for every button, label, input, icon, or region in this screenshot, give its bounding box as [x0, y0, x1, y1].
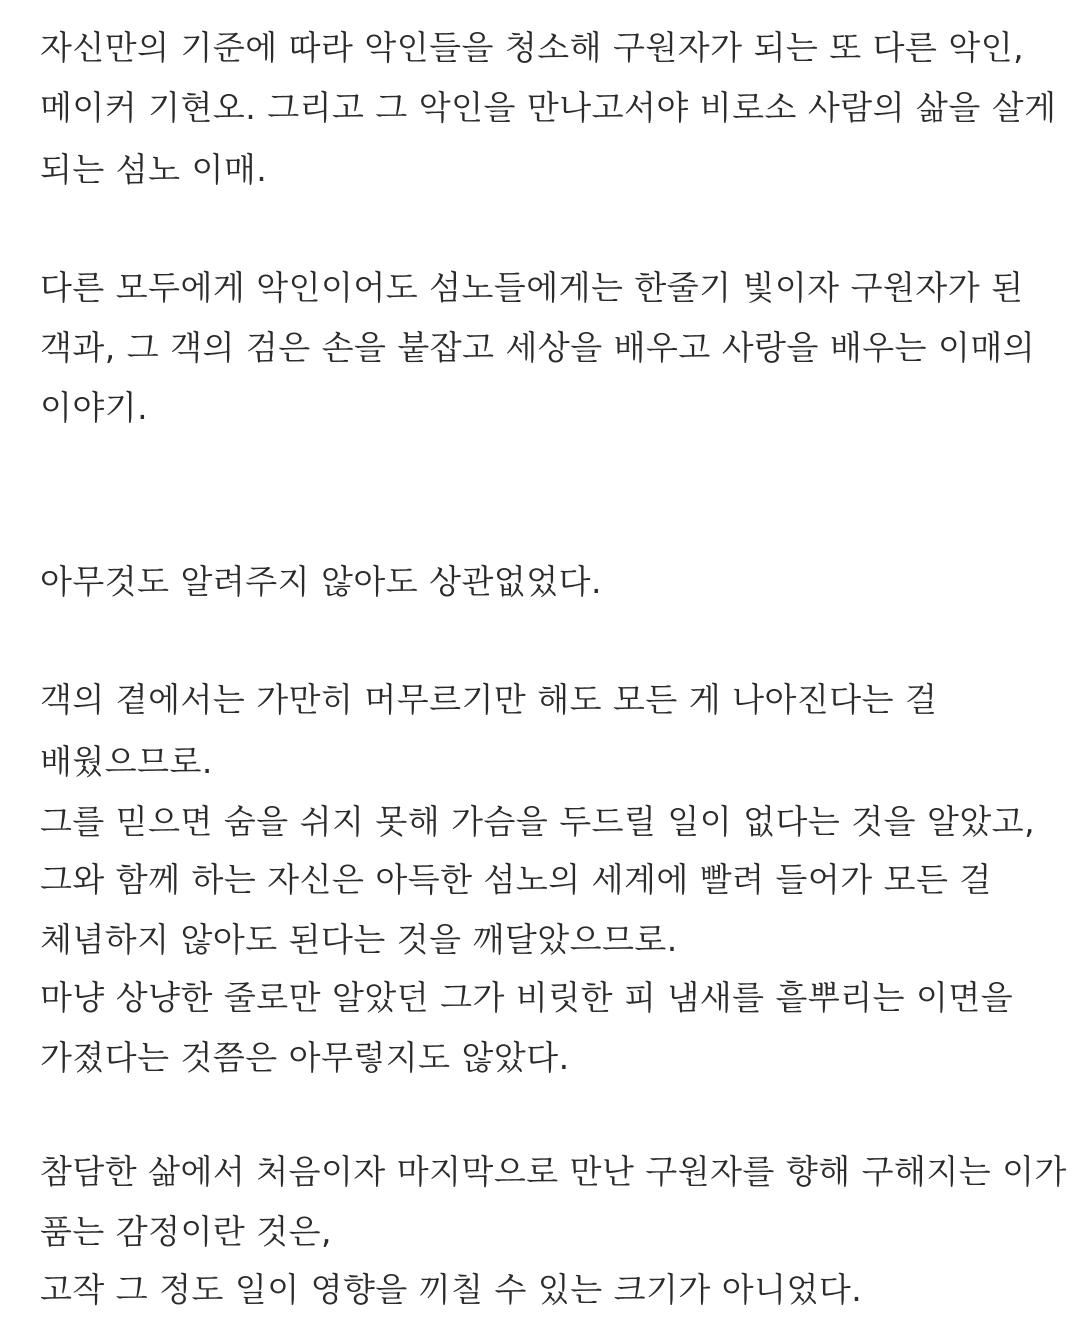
text-line: 아무것도 알려주지 않아도 상관없었다.: [40, 562, 603, 601]
text-line: 다른 모두에게 악인이어도 섬노들에게는 한줄기 빛이자 구원자가 된: [40, 268, 1024, 307]
text-line: 객의 곁에서는 가만히 머무르기만 해도 모든 게 나아진다는 걸: [40, 680, 938, 719]
text-line: 자신만의 기준에 따라 악인들을 청소해 구원자가 되는 또 다른 악인,: [40, 28, 1025, 67]
text-line: 객과, 그 객의 검은 손을 붙잡고 세상을 배우고 사랑을 배우는 이매의: [40, 328, 1036, 367]
text-line: 고작 그 정도 일이 영향을 끼칠 수 있는 크기가 아니었다.: [40, 1270, 863, 1309]
text-line: 체념하지 않아도 된다는 것을 깨달았으므로.: [40, 920, 678, 959]
text-line: 배웠으므로.: [40, 742, 213, 781]
text-line: 마냥 상냥한 줄로만 알았던 그가 비릿한 피 냄새를 흩뿌리는 이면을: [40, 978, 1014, 1017]
text-line: 품는 감정이란 것은,: [40, 1212, 332, 1251]
text-line: 참담한 삶에서 처음이자 마지막으로 만난 구원자를 향해 구해지는 이가: [40, 1152, 1067, 1191]
text-line: 되는 섬노 이매.: [40, 150, 268, 189]
text-line: 그와 함께 하는 자신은 아득한 섬노의 세계에 빨려 들어가 모든 걸: [40, 860, 992, 899]
text-line: 메이커 기현오. 그리고 그 악인을 만나고서야 비로소 사람의 삶을 살게: [40, 88, 1057, 127]
text-line: 가졌다는 것쯤은 아무렇지도 않았다.: [40, 1038, 570, 1077]
text-line: 그를 믿으면 숨을 쉬지 못해 가슴을 두드릴 일이 없다는 것을 알았고,: [40, 802, 1036, 841]
text-line: 이야기.: [40, 388, 149, 427]
